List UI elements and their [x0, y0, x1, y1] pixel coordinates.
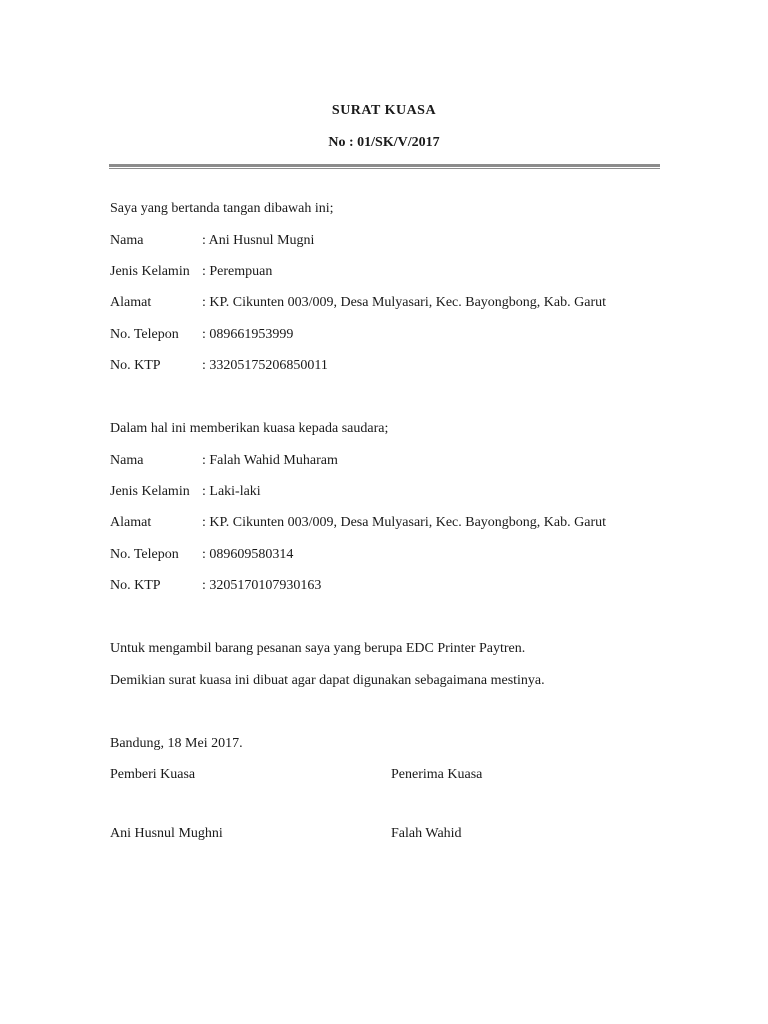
document-title: SURAT KUASA [331, 103, 437, 118]
receiver-ktp-label: No. KTP [110, 578, 161, 593]
receiver-gender-value: : Laki-laki [202, 484, 261, 499]
receiver-address-value: : KP. Cikunten 003/009, Desa Mulyasari, Kec. Bayongbong, Kab. Garut [202, 515, 606, 530]
closing-text: Demikian surat kuasa ini dibuat agar dapat digunakan sebagaimana mestinya. [110, 673, 545, 688]
receiver-phone-label: No. Telepon [110, 547, 179, 562]
purpose-text: Untuk mengambil barang pesanan saya yang berupa EDC Printer Paytren. [110, 641, 526, 656]
receiver-signature-name: Falah Wahid [391, 826, 462, 841]
receiver-gender-label: Jenis Kelamin [110, 484, 190, 499]
giver-address-label: Alamat [110, 295, 152, 310]
receiver-name-value: : Falah Wahid Muharam [202, 453, 338, 468]
header-divider [109, 164, 660, 169]
giver-ktp-label: No. KTP [110, 358, 161, 373]
giver-name-value: : Ani Husnul Mugni [202, 233, 315, 248]
giver-gender-value: : Perempuan [202, 264, 273, 279]
receiver-name-label: Nama [110, 453, 144, 468]
giver-address-value: : KP. Cikunten 003/009, Desa Mulyasari, Kec. Bayongbong, Kab. Garut [202, 295, 606, 310]
place-date: Bandung, 18 Mei 2017. [110, 736, 243, 751]
receiver-role: Penerima Kuasa [391, 767, 483, 782]
giver-gender-label: Jenis Kelamin [110, 264, 190, 279]
giver-phone-value: : 089661953999 [202, 327, 294, 342]
giver-role: Pemberi Kuasa [110, 767, 196, 782]
giver-phone-label: No. Telepon [110, 327, 179, 342]
receiver-intro: Dalam hal ini memberikan kuasa kepada saudara; [110, 421, 389, 436]
document-number: No : 01/SK/V/2017 [328, 135, 440, 150]
giver-name-label: Nama [110, 233, 144, 248]
receiver-phone-value: : 089609580314 [202, 547, 294, 562]
giver-intro: Saya yang bertanda tangan dibawah ini; [110, 201, 334, 216]
giver-ktp-value: : 33205175206850011 [202, 358, 328, 373]
giver-signature-name: Ani Husnul Mughni [110, 826, 223, 841]
receiver-ktp-value: : 3205170107930163 [202, 578, 322, 593]
receiver-address-label: Alamat [110, 515, 152, 530]
